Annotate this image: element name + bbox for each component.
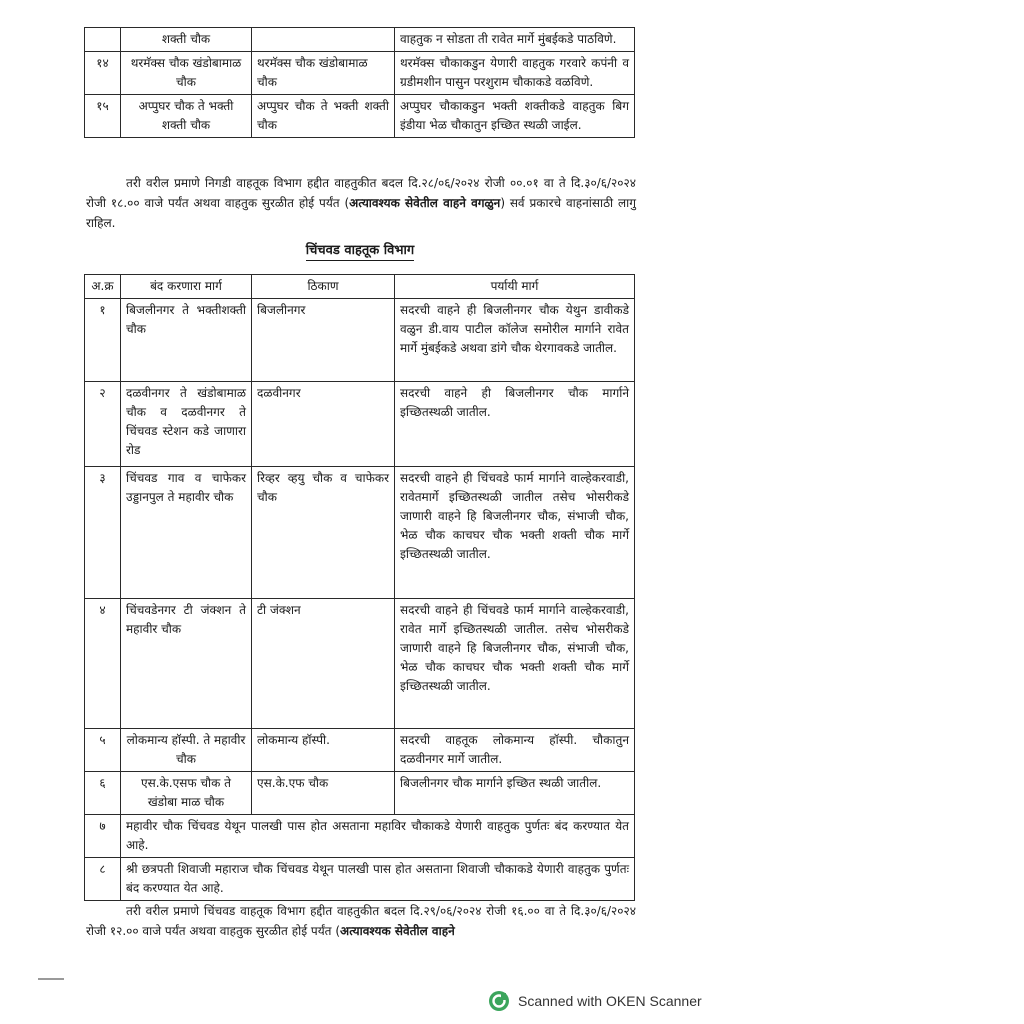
row-number: २ xyxy=(85,382,121,467)
header-location: ठिकाण xyxy=(252,275,395,299)
closed-road: चिंचवडेनगर टी जंक्शन ते महावीर चौक xyxy=(121,599,252,729)
location: टी जंक्शन xyxy=(252,599,395,729)
closure-note: महावीर चौक चिंचवड येथून पालखी पास होत असताना महाविर चौकाकडे येणारी वाहतुक पुर्णतः बंद करण्यात येत आहे. xyxy=(121,815,635,858)
alternate-route: अप्पुघर चौकाकडुन भक्ती शक्तीकडे वाहतुक बिग इंडीया भेळ चौकातुन इच्छित स्थळी जाईल. xyxy=(395,95,635,138)
row-number: १ xyxy=(85,299,121,382)
scanner-watermark xyxy=(488,990,702,1012)
paragraph-emphasis: अत्यावश्यक सेवेतील वाहने xyxy=(340,924,455,938)
oken-scanner-logo-icon xyxy=(488,990,510,1012)
closed-road: दळवीनगर ते खंडोबामाळ चौक व दळवीनगर ते चिंचवड स्टेशन कडे जाणारा रोड xyxy=(121,382,252,467)
row-number: ३ xyxy=(85,467,121,599)
location: अप्पुघर चौक ते भक्ती शक्ती चौक xyxy=(252,95,395,138)
closed-road: बिजलीनगर ते भक्तीशक्ती चौक xyxy=(121,299,252,382)
location: एस.के.एफ चौक xyxy=(252,772,395,815)
paragraph-text: तरी वरील प्रमाणे चिंचवड वाहतूक विभाग हद्दीत वाहतुकीत बदल दि.२९/०६/२०२४ रोजी १६.०० वा ते दि.३०/६/२०२४ रोजी १२.०० वाजे पर्यंत अथवा वाहतुक सुरळीत होई पर्यंत ( xyxy=(86,904,636,938)
location: लोकमान्य हॉस्पी. xyxy=(252,729,395,772)
chinchwad-order-paragraph xyxy=(86,901,636,941)
closed-road: शक्ती चौक xyxy=(121,28,252,52)
header-serial: अ.क्र xyxy=(85,275,121,299)
header-closed-road: बंद करणारा मार्ग xyxy=(121,275,252,299)
traffic-table-nigdi-continued xyxy=(84,27,635,138)
alternate-route: सदरची वाहतूक लोकमान्य हॉस्पी. चौकातुन दळवीनगर मार्गे जातील. xyxy=(395,729,635,772)
row-number: ५ xyxy=(85,729,121,772)
table-row xyxy=(85,772,635,815)
location: थरमॅक्स चौक खंडोबामाळ चौक xyxy=(252,52,395,95)
closed-road: एस.के.एसफ चौक ते खंडोबा माळ चौक xyxy=(121,772,252,815)
alternate-route: सदरची वाहने ही बिजलीनगर चौक येथुन डावीकडे वळुन डी.वाय पाटील कॉलेज समोरील मार्गाने रावेत मार्गे मुंबईकडे अथवा डांगे चौक थेरगावकडे जातील. xyxy=(395,299,635,382)
table-row xyxy=(85,52,635,95)
table-row xyxy=(85,729,635,772)
alternate-route: थरमॅक्स चौकाकडुन येणारी वाहतुक गरवारे कपंनी व ग्रडीमशीन पासुन परशुराम चौकाकडे वळविणे. xyxy=(395,52,635,95)
paragraph-text: तरी वरील प्रमाणे निगडी वाहतूक विभाग हद्दीत वाहतुकीत बदल दि.२८/०६/२०२४ रोजी ००.०१ वा ते दि.३०/६/२०२४ रोजी १८.०० वाजे पर्यंत अथवा वाहतुक सुरळीत होई पर्यंत ( xyxy=(86,176,636,210)
row-number: ६ xyxy=(85,772,121,815)
closure-note: श्री छत्रपती शिवाजी महाराज चौक चिंचवड येथून पालखी पास होत असताना शिवाजी चौकाकडे येणारी वाहतुक पुर्णतः बंद करण्यात येत आहे. xyxy=(121,858,635,901)
table-row xyxy=(85,599,635,729)
table-row xyxy=(85,815,635,858)
table-row xyxy=(85,858,635,901)
scan-artifact-line xyxy=(38,978,64,980)
table-row xyxy=(85,382,635,467)
closed-road: चिंचवड गाव व चाफेकर उड्डानपुल ते महावीर चौक xyxy=(121,467,252,599)
alternate-route: सदरची वाहने ही चिंचवडे फार्म मार्गाने वाल्हेकरवाडी, रावेतमार्गे इच्छितस्थळी जातील तसेच भोसरीकडे जाणारी वाहने हि बिजलीनगर चौक, संभाजी चौक, भेळ चौक काचघर चौक भक्ती शक्ती चौक मार्गे इच्छितस्थळी जातील. xyxy=(395,467,635,599)
row-number: १४ xyxy=(85,52,121,95)
nigdi-order-paragraph xyxy=(86,173,636,233)
alternate-route: सदरची वाहने ही चिंचवडे फार्म मार्गाने वाल्हेकरवाडी, रावेत मार्गे इच्छितस्थळी जातील. तसेच भोसरीकडे जाणारी वाहने हि बिजलीनगर चौक, संभाजी चौक, भेळ चौक काचघर चौक भक्ती शक्ती चौक मार्गे इच्छितस्थळी जातील. xyxy=(395,599,635,729)
row-number: ४ xyxy=(85,599,121,729)
table-row xyxy=(85,95,635,138)
location: बिजलीनगर xyxy=(252,299,395,382)
table-header-row xyxy=(85,275,635,299)
closed-road: लोकमान्य हॉस्पी. ते महावीर चौक xyxy=(121,729,252,772)
alternate-route: वाहतुक न सोडता ती रावेत मार्गे मुंबईकडे पाठविणे. xyxy=(395,28,635,52)
closed-road: थरमॅक्स चौक खंडोबामाळ चौक xyxy=(121,52,252,95)
location xyxy=(252,28,395,52)
table-row xyxy=(85,299,635,382)
watermark-text: Scanned with OKEN Scanner xyxy=(518,993,702,1009)
row-number: ८ xyxy=(85,858,121,901)
paragraph-emphasis: अत्यावश्यक सेवेतील वाहने वगळुन xyxy=(349,196,501,210)
table-row xyxy=(85,28,635,52)
location: दळवीनगर xyxy=(252,382,395,467)
row-number: ७ xyxy=(85,815,121,858)
closed-road: अप्पुघर चौक ते भक्ती शक्ती चौक xyxy=(121,95,252,138)
alternate-route: सदरची वाहने ही बिजलीनगर चौक मार्गाने इच्छितस्थळी जातील. xyxy=(395,382,635,467)
table-row xyxy=(85,467,635,599)
location: रिव्हर व्हयु चौक व चाफेकर चौक xyxy=(252,467,395,599)
traffic-table-chinchwad xyxy=(84,274,635,901)
header-alternate-route: पर्यायी मार्ग xyxy=(395,275,635,299)
paragraph-text-tail: ) सर्व प्रकारचे वाहनांसाठी लागु राहिल. xyxy=(86,196,636,230)
row-number xyxy=(85,28,121,52)
section-heading: चिंचवड वाहतूक विभाग xyxy=(0,240,720,258)
alternate-route: बिजलीनगर चौक मार्गाने इच्छित स्थळी जातील. xyxy=(395,772,635,815)
row-number: १५ xyxy=(85,95,121,138)
